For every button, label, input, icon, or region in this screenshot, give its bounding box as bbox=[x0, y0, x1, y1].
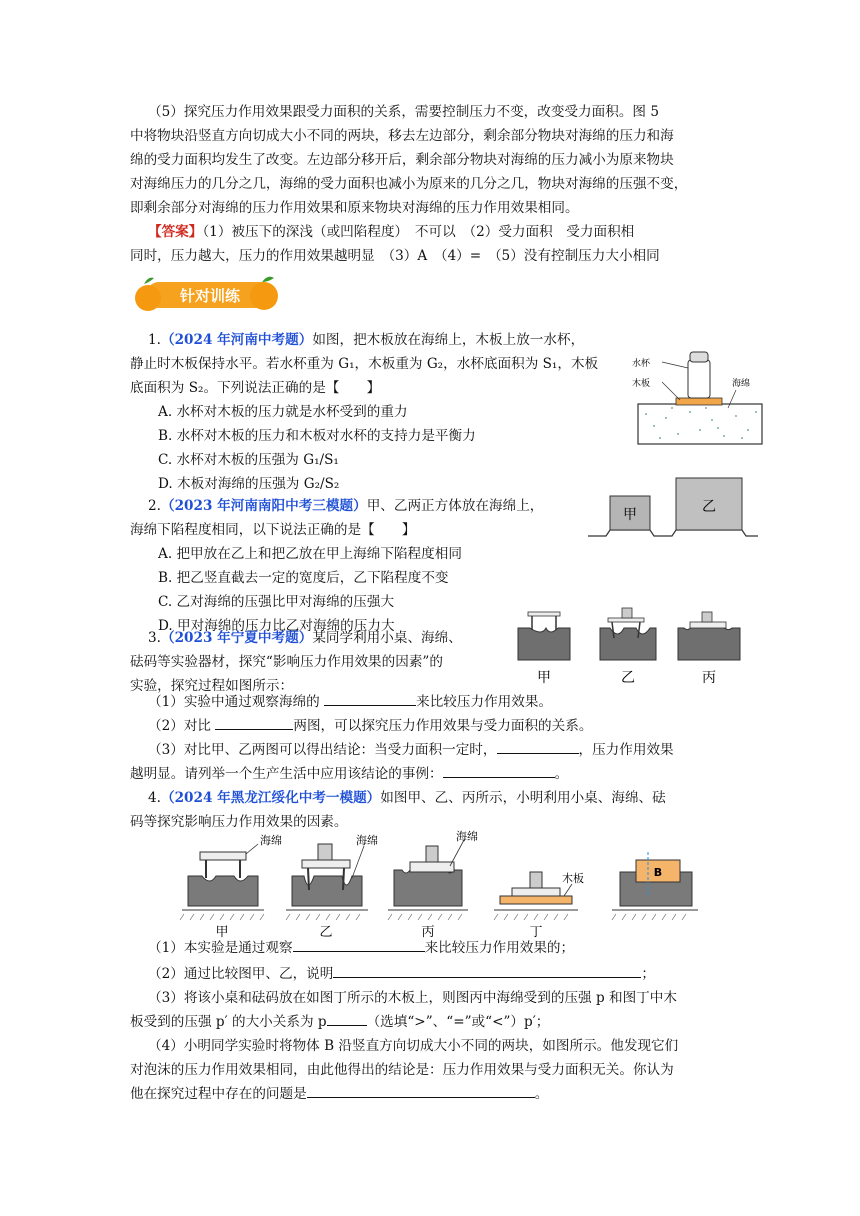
section-banner bbox=[128, 270, 288, 318]
label-ding: 丁 bbox=[529, 925, 543, 940]
q4-number: 4. bbox=[148, 790, 161, 806]
q4-sub-4-c bbox=[130, 1082, 548, 1106]
label-sponge-jia: 海绵 bbox=[260, 834, 282, 847]
table-yi bbox=[302, 860, 350, 868]
q4-sub-3: （3）将该小桌和砝码放在如图丁所示的木板上，则图丙中海绵受到的压强 p 和图丁中木 bbox=[148, 990, 677, 1006]
q3-sub-3-b: ，压力作用效果 bbox=[578, 742, 674, 758]
label-sponge: 海绵 bbox=[732, 379, 751, 389]
answer-text-1: （1）被压下的深浅（或凹陷程度） 不可以 （2）受力面积 受力面积相 bbox=[202, 224, 635, 240]
label-yi: 乙 bbox=[621, 670, 635, 686]
q3-sub-1 bbox=[148, 690, 552, 714]
q1-stem-3: 底面积为 S₂。下列说法正确的是【 】 bbox=[130, 380, 381, 396]
q1-option-b: B. 水杯对木板的压力和木板对水杯的支持力是平衡力 bbox=[158, 428, 476, 444]
q1-text-1: 如图，把木板放在海绵上，木板上放一水杯， bbox=[312, 332, 585, 348]
q4-sub-4-c-text: 他在探究过程中存在的问题是 bbox=[130, 1086, 307, 1102]
q1-stem-1 bbox=[148, 328, 584, 352]
q4-sub-2 bbox=[148, 962, 655, 986]
q4-sub-2-a: （2）通过比较图甲、乙，说明 bbox=[148, 966, 334, 982]
q1-option-a: A. 水杯对木板的压力就是水杯受到的重力 bbox=[158, 404, 408, 420]
q4-stem-2: 码等探究影响压力作用效果的因素。 bbox=[130, 814, 348, 830]
q4-blank-4[interactable] bbox=[307, 1083, 535, 1098]
label-yi: 乙 bbox=[319, 925, 333, 940]
q3-blank-1[interactable] bbox=[324, 691, 416, 706]
q4-blank-3[interactable] bbox=[327, 1011, 367, 1026]
q2-source: （2023 年河南南阳中考三模题） bbox=[160, 498, 367, 514]
q2-figure bbox=[586, 474, 760, 544]
weight-yi bbox=[622, 608, 632, 618]
q2-stem-2: 海绵下陷程度相同，以下说法正确的是【 】 bbox=[130, 522, 416, 538]
table-jia bbox=[528, 612, 560, 616]
q3-sub-1-a: （1）实验中通过观察海绵的 bbox=[148, 694, 325, 710]
label-cup: 水杯 bbox=[632, 359, 651, 369]
label-board-ding: 木板 bbox=[562, 872, 584, 885]
weight-bing bbox=[426, 846, 438, 862]
q4-source: （2024 年黑龙江绥化中考一模题） bbox=[160, 790, 381, 806]
table-bing bbox=[690, 622, 726, 628]
q3-figure bbox=[512, 600, 752, 692]
analysis-line-3: 绵的受力面积均发生了改变。左边部分移开后，剩余部分物块对海绵的压力减小为原来物块 bbox=[130, 152, 674, 168]
q4-sub-4-d: 。 bbox=[534, 1086, 549, 1102]
label-sponge-bing: 海绵 bbox=[456, 830, 478, 843]
q3-blank-2[interactable] bbox=[215, 715, 293, 730]
q4-figure bbox=[180, 830, 720, 940]
q4-sub-4: （4）小明同学实验时将物体 B 沿竖直方向切成大小不同的两块，如图所示。他发现它们 bbox=[148, 1038, 679, 1054]
q4-text-1: 如图甲、乙、丙所示，小明利用小桌、海绵、砝 bbox=[380, 790, 666, 806]
weight-bing bbox=[702, 612, 712, 622]
board-ding bbox=[500, 896, 572, 904]
q4-sub-1-b: 来比较压力作用效果的； bbox=[424, 940, 575, 956]
q4-sub-2-b: ； bbox=[641, 966, 655, 982]
q3-sub-3-d: 。 bbox=[554, 766, 569, 782]
q3-sub-2 bbox=[148, 714, 592, 738]
weight-ding bbox=[530, 872, 542, 888]
q3-sub-3-a: （3）对比甲、乙两图可以得出结论：当受力面积一定时， bbox=[148, 742, 497, 758]
q4-stem-1 bbox=[148, 786, 666, 810]
q3-sub-1-b: 来比较压力作用效果。 bbox=[416, 694, 553, 710]
sponge-block bbox=[638, 404, 762, 444]
analysis-line-2: 中将物块沿竖直方向切成大小不同的两块，移去左边部分，剩余部分物块对海绵的压力和海 bbox=[130, 128, 674, 144]
q1-source: （2024 年河南中考题） bbox=[160, 332, 313, 348]
q2-option-a: A. 把甲放在乙上和把乙放在甲上海绵下陷程度相同 bbox=[158, 546, 462, 562]
q2-number: 2. bbox=[148, 498, 161, 514]
section-banner-title: 针对训练 bbox=[179, 287, 241, 305]
q1-stem-2: 静止时木板保持水平。若水杯重为 G₁，木板重为 G₂，水杯底面积为 S₁，木板 bbox=[130, 356, 599, 372]
q1-option-c: C. 水杯对木板的压强为 G₁/S₁ bbox=[158, 452, 339, 468]
q3-blank-4[interactable] bbox=[443, 763, 555, 778]
answer-line-2: 同时，压力越大，压力的作用效果越明显 （3）A （4）= （5）没有控制压力大小相同 bbox=[130, 248, 660, 264]
label-bing: 丙 bbox=[421, 925, 435, 940]
q4-blank-2[interactable] bbox=[333, 963, 641, 978]
label-jia: 甲 bbox=[537, 670, 551, 686]
sponge-jia bbox=[518, 628, 570, 660]
q4-sub-1-a: （1）本实验是通过观察 bbox=[148, 940, 293, 956]
q1-option-d: D. 木板对海绵的压强为 G₂/S₂ bbox=[158, 476, 340, 492]
table-bing bbox=[410, 862, 454, 872]
water-cup bbox=[688, 360, 710, 398]
q1-number: 1. bbox=[148, 332, 161, 348]
answer-label: 【答案】 bbox=[148, 224, 203, 240]
q4-sub-3-cont bbox=[130, 1010, 549, 1034]
analysis-line-1: （5）探究压力作用效果跟受力面积的关系，需要控制压力不变，改变受力面积。图 5 bbox=[148, 104, 659, 120]
label-board: 木板 bbox=[632, 379, 651, 389]
q2-option-d: D. 甲对海绵的压力比乙对海绵的压力大 bbox=[158, 618, 395, 634]
sponge-yi bbox=[292, 876, 362, 906]
q3-stem-2: 砝码等实验器材，探究“影响压力作用效果的因素”的 bbox=[130, 654, 443, 670]
q3-blank-3[interactable] bbox=[497, 739, 579, 754]
label-sponge-yi: 海绵 bbox=[356, 834, 378, 847]
q4-sub-3-c: （选填“>”、“=”或“<”）p′； bbox=[366, 1014, 550, 1030]
sponge-bing bbox=[678, 626, 740, 660]
q3-text-1: 某同学利用小桌、海绵、 bbox=[312, 630, 462, 646]
q4-sub-3-b: 板受到的压强 p′ 的大小关系为 p bbox=[130, 1014, 327, 1030]
analysis-line-5: 即剩余部分对海绵的压力作用效果和原来物块对海绵的压力作用效果相同。 bbox=[130, 200, 579, 216]
q3-number: 3. bbox=[148, 630, 161, 646]
label-jia: 甲 bbox=[623, 507, 637, 523]
q3-stem-3: 实验，探究过程如图所示： bbox=[130, 678, 294, 694]
q4-blank-1[interactable] bbox=[293, 937, 425, 952]
q3-sub-3-cont bbox=[130, 762, 568, 786]
sponge-surface bbox=[588, 530, 758, 536]
q3-source: （2023 年宁夏中考题） bbox=[160, 630, 313, 646]
q2-text-1: 甲、乙两正方体放在海绵上， bbox=[366, 498, 544, 514]
q2-stem-1 bbox=[148, 494, 543, 518]
q3-stem-1 bbox=[148, 626, 462, 650]
q3-sub-2-a: （2）对比 bbox=[148, 718, 216, 734]
sponge-bing bbox=[394, 870, 462, 906]
sponge-jia bbox=[188, 876, 258, 906]
label-jia: 甲 bbox=[215, 925, 229, 940]
q3-sub-2-b: 两图，可以探究压力作用效果与受力面积的关系。 bbox=[293, 718, 593, 734]
q1-figure bbox=[632, 346, 768, 446]
weight-yi bbox=[318, 844, 332, 860]
q2-option-c: C. 乙对海绵的压强比甲对海绵的压强大 bbox=[158, 594, 395, 610]
sponge-yi bbox=[600, 628, 656, 660]
q2-option-b: B. 把乙竖直截去一定的宽度后，乙下陷程度不变 bbox=[158, 570, 449, 586]
label-yi: 乙 bbox=[702, 499, 716, 515]
leaf-icon bbox=[144, 278, 154, 284]
q4-sub-4-b: 对泡沫的压力作用效果相同，由此他得出的结论是：压力作用效果与受力面积无关。你认为 bbox=[130, 1062, 674, 1078]
q3-sub-3 bbox=[148, 738, 674, 762]
label-block-b: B bbox=[653, 866, 663, 879]
q3-sub-3-c: 越明显。请列举一个生产生活中应用该结论的事例： bbox=[130, 766, 443, 782]
board-plank bbox=[676, 398, 722, 405]
answer-line-1 bbox=[148, 220, 634, 244]
label-bing: 丙 bbox=[702, 670, 716, 686]
analysis-line-4: 对海绵压力的几分之几，海绵的受力面积也减小为原来的几分之几，物块对海绵的压强不变， bbox=[130, 176, 688, 192]
table-ding bbox=[512, 888, 560, 896]
table-jia bbox=[200, 852, 246, 860]
q4-sub-1 bbox=[148, 936, 574, 960]
table-yi bbox=[608, 618, 644, 622]
